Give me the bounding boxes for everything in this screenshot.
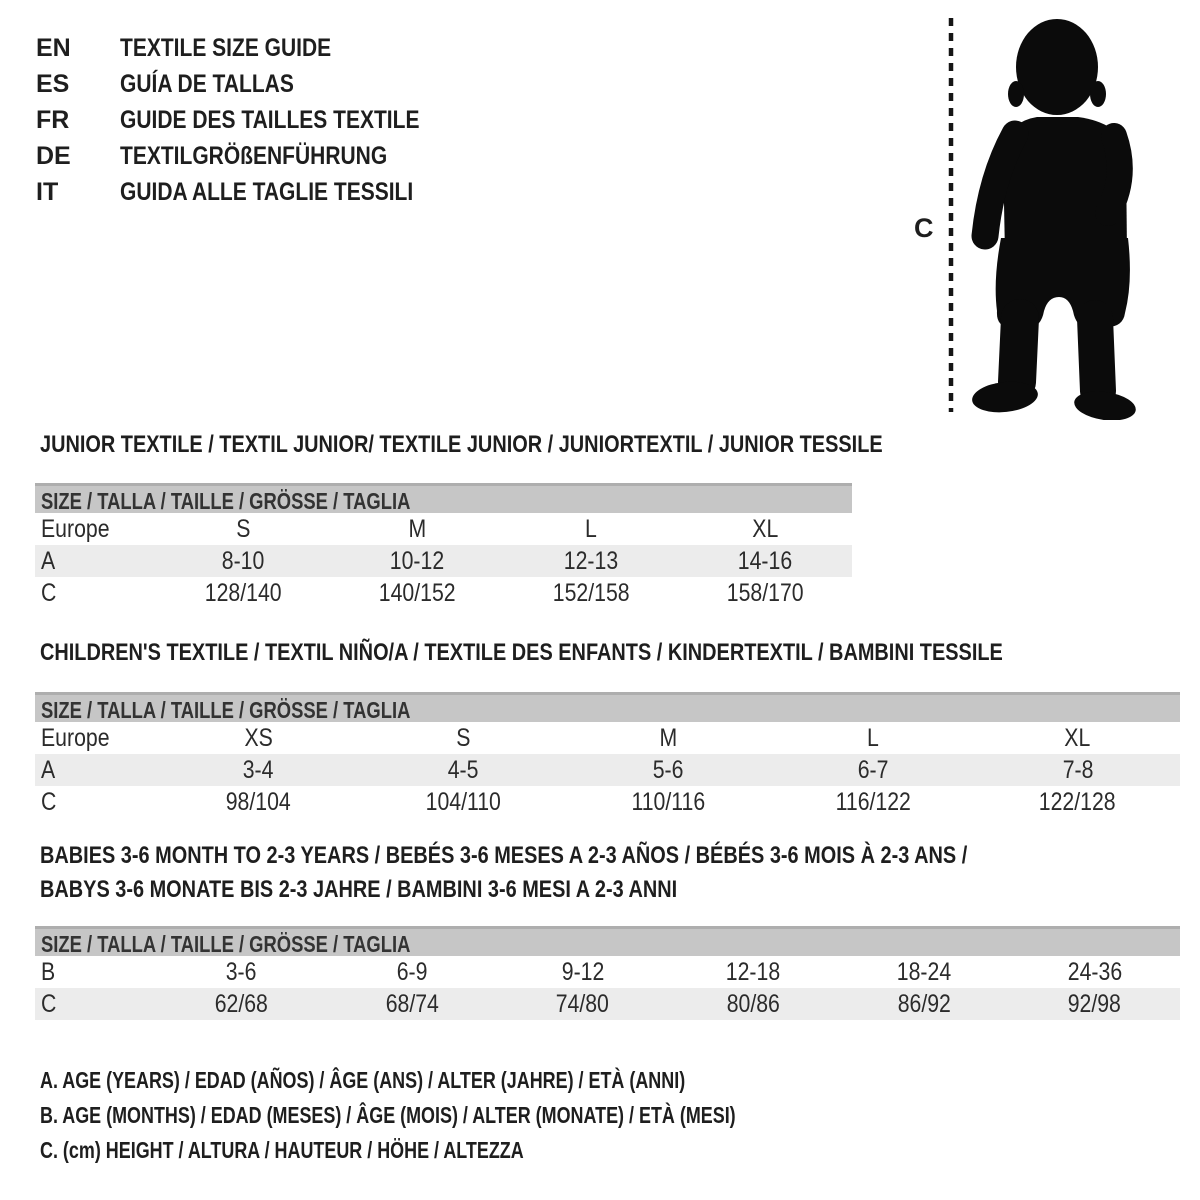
children-section-title: CHILDREN'S TEXTILE / TEXTIL NIÑO/A / TEXTILE DES ENFANTS / KINDERTEXTIL / BAMBINI TESSILE (40, 639, 1003, 666)
table-header-bar: SIZE / TALLA / TAILLE / GRÖSSE / TAGLIA (35, 483, 852, 513)
row-label-cell: C (41, 990, 57, 1018)
junior-section-title: JUNIOR TEXTILE / TEXTIL JUNIOR/ TEXTILE JUNIOR / JUNIORTEXTIL / JUNIOR TESSILE (40, 431, 883, 458)
size-cell: M (659, 724, 677, 752)
row-label-cell: Europe (41, 724, 110, 752)
value-cell: 104/110 (425, 788, 501, 816)
value-cell: 5-6 (652, 756, 684, 784)
row-label-cell: B (41, 958, 56, 986)
value-cell: 9-12 (561, 958, 604, 986)
table-row-months (35, 956, 1180, 988)
table-header-bar: SIZE / TALLA / TAILLE / GRÖSSE / TAGLIA (35, 926, 1180, 956)
size-cell: M (408, 515, 426, 543)
lang-title: TEXTILE SIZE GUIDE (120, 34, 332, 62)
lang-code: IT (36, 178, 59, 206)
table-row-height (35, 786, 1180, 818)
babies-section-title: BABIES 3-6 MONTH TO 2-3 YEARS / BEBÉS 3-6 MESES A 2-3 AÑOS / BÉBÉS 3-6 MOIS À 2-3 ANS / BABYS 3-6 MONATE BIS 2-3 JAHRE / BAMBINI 3-6 MESI A 2-3 ANNI (40, 842, 968, 903)
value-cell: 6-9 (396, 958, 428, 986)
value-cell: 6-7 (857, 756, 889, 784)
size-cell: L (866, 724, 879, 752)
value-cell: 14-16 (737, 547, 793, 575)
children-size-table (35, 692, 1180, 818)
value-cell: 158/170 (726, 579, 804, 607)
value-cell: 140/152 (378, 579, 456, 607)
table-header-bar: SIZE / TALLA / TAILLE / GRÖSSE / TAGLIA (35, 692, 1180, 722)
value-cell: 152/158 (552, 579, 630, 607)
value-cell: 92/98 (1068, 990, 1122, 1018)
height-measure-label: C (914, 213, 934, 243)
lang-title: GUIDA ALLE TAGLIE TESSILI (120, 178, 414, 206)
table-row-age (35, 545, 852, 577)
table-row-height (35, 577, 852, 609)
value-cell: 80/86 (726, 990, 780, 1018)
table-row-europe (35, 722, 1180, 754)
value-cell: 128/140 (204, 579, 282, 607)
toddler-silhouette-icon (935, 10, 1155, 420)
lang-row-fr (36, 102, 477, 138)
size-cell: XS (244, 724, 273, 752)
row-label-cell: A (41, 756, 56, 784)
lang-row-de (36, 138, 477, 174)
babies-size-table (35, 926, 1180, 1020)
value-cell: 62/68 (214, 990, 268, 1018)
value-cell: 12-18 (726, 958, 781, 986)
value-cell: 86/92 (897, 990, 951, 1018)
legend (40, 1063, 932, 1168)
value-cell: 110/116 (631, 788, 705, 816)
value-cell: 8-10 (221, 547, 265, 575)
value-cell: 98/104 (225, 788, 291, 816)
size-cell: S (235, 515, 251, 543)
value-cell: 7-8 (1062, 756, 1093, 784)
value-cell: 12-13 (563, 547, 619, 575)
lang-row-it (36, 174, 477, 210)
value-cell: 24-36 (1067, 958, 1122, 986)
value-cell: 3-6 (225, 958, 257, 986)
legend-line-c: C. (cm) HEIGHT / ALTURA / HAUTEUR / HÖHE / ALTEZZA (40, 1137, 524, 1163)
value-cell: 3-4 (243, 756, 274, 784)
row-label-cell: C (41, 788, 57, 816)
value-cell: 18-24 (896, 958, 952, 986)
value-cell: 122/128 (1039, 788, 1116, 816)
table-row-height (35, 988, 1180, 1020)
lang-title: GUÍA DE TALLAS (120, 70, 294, 98)
lang-title: GUIDE DES TAILLES TEXTILE (120, 106, 420, 134)
table-row-age (35, 754, 1180, 786)
size-cell: XL (751, 515, 779, 543)
value-cell: 10-12 (389, 547, 445, 575)
row-label-cell: Europe (41, 515, 110, 543)
language-title-list (36, 30, 477, 210)
row-label-cell: C (41, 579, 57, 607)
legend-line-a: A. AGE (YEARS) / EDAD (AÑOS) / ÂGE (ANS) / ALTER (JAHRE) / ETÀ (ANNI) (40, 1067, 686, 1093)
lang-code: FR (36, 106, 70, 134)
lang-code: DE (36, 142, 71, 170)
value-cell: 74/80 (556, 990, 610, 1018)
legend-line-b: B. AGE (MONTHS) / EDAD (MESES) / ÂGE (MOIS) / ALTER (MONATE) / ETÀ (MESI) (40, 1102, 736, 1128)
lang-title: TEXTILGRÖßENFÜHRUNG (120, 142, 388, 170)
size-cell: S (456, 724, 471, 752)
row-label-cell: A (41, 547, 56, 575)
size-cell: XL (1064, 724, 1091, 752)
value-cell: 116/122 (835, 788, 911, 816)
value-cell: 68/74 (385, 990, 439, 1018)
lang-row-es (36, 66, 477, 102)
toddler-silhouette (971, 19, 1138, 420)
table-row-europe (35, 513, 852, 545)
size-cell: L (585, 515, 597, 543)
lang-row-en (36, 30, 477, 66)
junior-size-table (35, 483, 852, 609)
value-cell: 4-5 (447, 756, 479, 784)
lang-code: EN (36, 34, 71, 62)
lang-code: ES (36, 70, 70, 98)
